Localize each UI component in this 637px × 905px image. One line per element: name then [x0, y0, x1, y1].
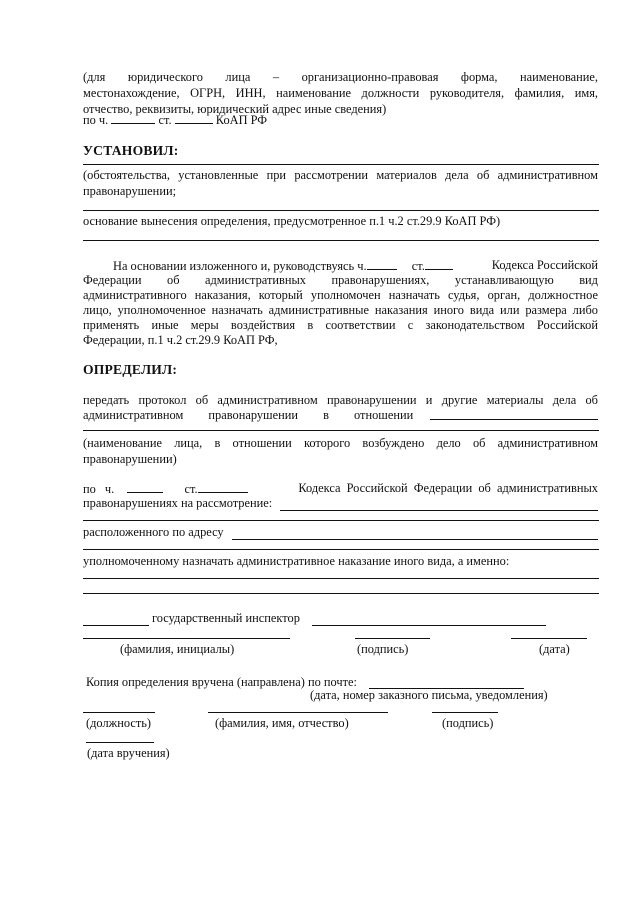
position-caption: (должность)	[86, 716, 152, 730]
code-label: Кодекса Российской Федерации об административных	[298, 481, 598, 495]
fio-line	[83, 638, 290, 639]
decision-text: административном правонарушении в отношении	[83, 408, 414, 422]
delivery-date-caption: (дата вручения)	[87, 746, 170, 760]
word: правонарушениях,	[331, 273, 430, 287]
fill-line	[83, 240, 599, 241]
basis-para-line-6: Федерации, п.1 ч.2 ст.29.9 КоАП РФ,	[83, 333, 278, 347]
fill-line	[83, 430, 599, 431]
word: об	[167, 273, 180, 287]
part-blank	[127, 481, 163, 493]
inspector-name-line	[312, 625, 546, 626]
basis-para-line-3: административного наказания, который уполномочен назначать судья, орган, должностное	[83, 288, 598, 302]
position-blank	[83, 625, 149, 626]
intro-article-line	[83, 112, 598, 129]
circumstances-line-2: правонарушении;	[83, 184, 177, 198]
decision-line-2	[83, 408, 598, 424]
code-label: Кодекса Российской	[491, 258, 598, 272]
fill-line	[83, 210, 599, 211]
article-blank	[425, 258, 453, 270]
sign-line	[432, 712, 498, 713]
basis-para-text: На основании изложенного и, руководствуясь ч.	[113, 259, 367, 273]
ustanovil-heading: УСТАНОВИЛ:	[83, 143, 179, 158]
fill-line	[83, 520, 599, 521]
fill-line	[83, 593, 599, 594]
date-line	[511, 638, 587, 639]
person-blank	[430, 408, 598, 420]
intro-line-1: (для юридического лица – организационно-правовая форма, наименование,	[83, 70, 598, 84]
intro-line-2: местонахождение, ОГРН, ИНН, наименование должности руководителя, фамилия, имя,	[83, 86, 598, 100]
fio-caption: (фамилия, инициалы)	[120, 642, 235, 656]
sign-caption: (подпись)	[357, 642, 409, 656]
fio-line	[208, 712, 388, 713]
word: вид	[579, 273, 598, 287]
opredelil-heading: ОПРЕДЕЛИЛ:	[83, 362, 178, 377]
fio-caption: (фамилия, имя, отчество)	[215, 716, 349, 730]
intro-line-3: отчество, реквизиты, юридический адрес иные сведения)	[83, 102, 387, 116]
article-prefix: ст.	[184, 482, 198, 496]
copy-text: Копия определения вручена (направлена) по почте:	[86, 675, 358, 689]
word: устанавливающую	[454, 273, 554, 287]
address-line	[232, 539, 598, 540]
fill-line	[83, 578, 599, 579]
basis-para-line-4: лицо, уполномоченное назначать административные наказания иного вида или размера либо	[83, 303, 598, 317]
decision-line-1: передать протокол об административном правонарушении и другие материалы дела об	[83, 393, 598, 407]
review-text: правонарушениях на рассмотрение:	[83, 496, 273, 510]
basis-para-line-5: применять иные меры воздействия в соответствии с законодательством Российской	[83, 318, 598, 332]
person-caption-line-1: (наименование лица, в отношении которого возбуждено дело об административном	[83, 436, 598, 450]
sign-line	[355, 638, 430, 639]
article-prefix: ст.	[411, 259, 425, 273]
divider-line	[83, 164, 599, 165]
date-caption: (дата)	[539, 642, 570, 656]
sign-caption: (подпись)	[442, 716, 494, 730]
circumstances-line-1: (обстоятельства, установленные при рассмотрении материалов дела об административном	[83, 168, 598, 182]
fill-line	[83, 549, 599, 550]
article-blank	[175, 112, 213, 124]
part-prefix: по ч.	[83, 113, 109, 127]
inspector-label: государственный инспектор	[152, 611, 300, 625]
basis-para-line-2	[83, 273, 598, 289]
position-line	[83, 712, 155, 713]
copy-note: (дата, номер заказного письма, уведомления)	[310, 688, 548, 702]
article-blank	[198, 481, 248, 493]
authorized-text: уполномоченному назначать административное наказание иного вида, а именно:	[83, 554, 510, 568]
part-prefix: по ч.	[83, 482, 115, 496]
basis-text: основание вынесения определения, предусмотренное п.1 ч.2 ст.29.9 КоАП РФ)	[83, 214, 501, 228]
delivery-date-line	[86, 742, 154, 743]
word: административных	[204, 273, 306, 287]
article-prefix: ст.	[158, 113, 172, 127]
part-blank	[367, 258, 397, 270]
fill-line	[280, 510, 598, 511]
person-caption-line-2: правонарушении)	[83, 452, 177, 466]
koap-label: КоАП РФ	[215, 113, 268, 127]
part-blank	[111, 112, 155, 124]
address-label: расположенного по адресу	[83, 525, 224, 539]
word: Федерации	[83, 273, 142, 287]
